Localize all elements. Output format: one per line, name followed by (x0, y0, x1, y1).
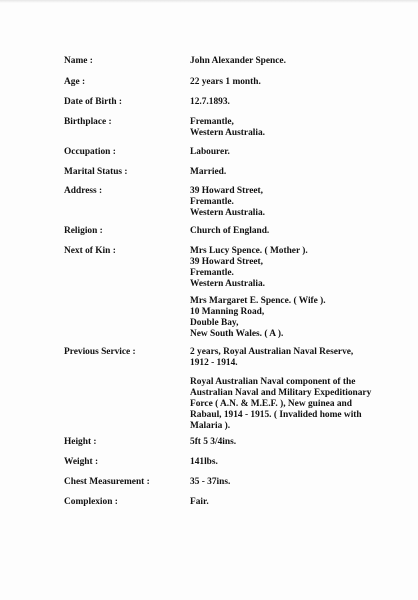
next-of-kin-label: Next of Kin : (64, 246, 116, 256)
complexion-value (190, 497, 209, 508)
occupation-value (190, 147, 230, 158)
address-value (190, 186, 265, 219)
address-label: Address : (64, 186, 103, 196)
previous-service-line: 2 years, Royal Australian Naval Reserve, (190, 347, 354, 357)
chest-measurement-label: Chest Measurement : (64, 477, 150, 487)
marital-status-value (190, 167, 226, 178)
marital-status-value-line: Married. (190, 167, 227, 177)
next-of-kin-line: Mrs Margaret E. Spence. ( Wife ). (190, 296, 326, 306)
dob-value (190, 97, 230, 108)
religion-label: Religion : (64, 226, 103, 236)
previous-service-line: Force ( A.N. & M.E.F. ), New guinea and (190, 399, 352, 409)
weight-value-line: 141lbs. (190, 457, 218, 467)
address-value-line: Fremantle. (190, 197, 234, 207)
address-value-line: 39 Howard Street, (190, 186, 263, 196)
complexion-value-line: Fair. (190, 497, 209, 507)
chest-measurement-value-line: 35 - 37ins. (190, 477, 231, 487)
name-label: Name : (64, 56, 93, 66)
age-value-line: 22 years 1 month. (190, 77, 261, 87)
height-value (190, 437, 236, 448)
religion-value (190, 226, 269, 237)
birthplace-value-line: Fremantle, (190, 117, 234, 127)
previous-service-line: Australian Naval and Military Expeditionary (190, 388, 372, 398)
next-of-kin-mother (190, 246, 308, 290)
next-of-kin-line: Double Bay, (190, 318, 239, 328)
dob-value-line: 12.7.1893. (190, 97, 230, 107)
weight-label: Weight : (64, 457, 99, 467)
previous-service-line: Royal Australian Naval component of the (190, 377, 356, 387)
next-of-kin-line: Mrs Lucy Spence. ( Mother ). (190, 246, 308, 256)
height-label: Height : (64, 437, 97, 447)
weight-value (190, 457, 218, 468)
previous-service-anmef (190, 377, 371, 432)
age-label: Age : (64, 77, 86, 87)
age-value (190, 77, 261, 88)
next-of-kin-line: 10 Manning Road, (190, 307, 265, 317)
scan-edge (0, 0, 418, 3)
occupation-value-line: Labourer. (190, 147, 230, 157)
previous-service-line: 1912 - 1914. (190, 358, 238, 368)
next-of-kin-line: Fremantle. (190, 268, 234, 278)
religion-value-line: Church of England. (190, 226, 270, 236)
name-value-line: John Alexander Spence. (190, 56, 286, 66)
next-of-kin-line: Western Australia. (190, 279, 265, 289)
name-value (190, 56, 286, 67)
next-of-kin-line: New South Wales. ( A ). (190, 329, 284, 339)
marital-status-label: Marital Status : (64, 167, 128, 177)
previous-service-reserve (190, 347, 353, 369)
complexion-label: Complexion : (64, 497, 118, 507)
height-value-line: 5ft 5 3/4ins. (190, 437, 237, 447)
address-value-line: Western Australia. (190, 208, 265, 218)
next-of-kin-line: 39 Howard Street, (190, 257, 263, 267)
previous-service-line: Rabaul, 1914 - 1915. ( Invalided home with (190, 410, 362, 420)
previous-service-line: Malaria ). (190, 421, 231, 431)
birthplace-label: Birthplace : (64, 117, 112, 127)
birthplace-value-line: Western Australia. (190, 128, 265, 138)
occupation-label: Occupation : (64, 147, 116, 157)
previous-service-label: Previous Service : (64, 347, 136, 357)
next-of-kin-wife (190, 296, 326, 340)
chest-measurement-value (190, 477, 230, 488)
dob-label: Date of Birth : (64, 97, 123, 107)
birthplace-value (190, 117, 265, 139)
